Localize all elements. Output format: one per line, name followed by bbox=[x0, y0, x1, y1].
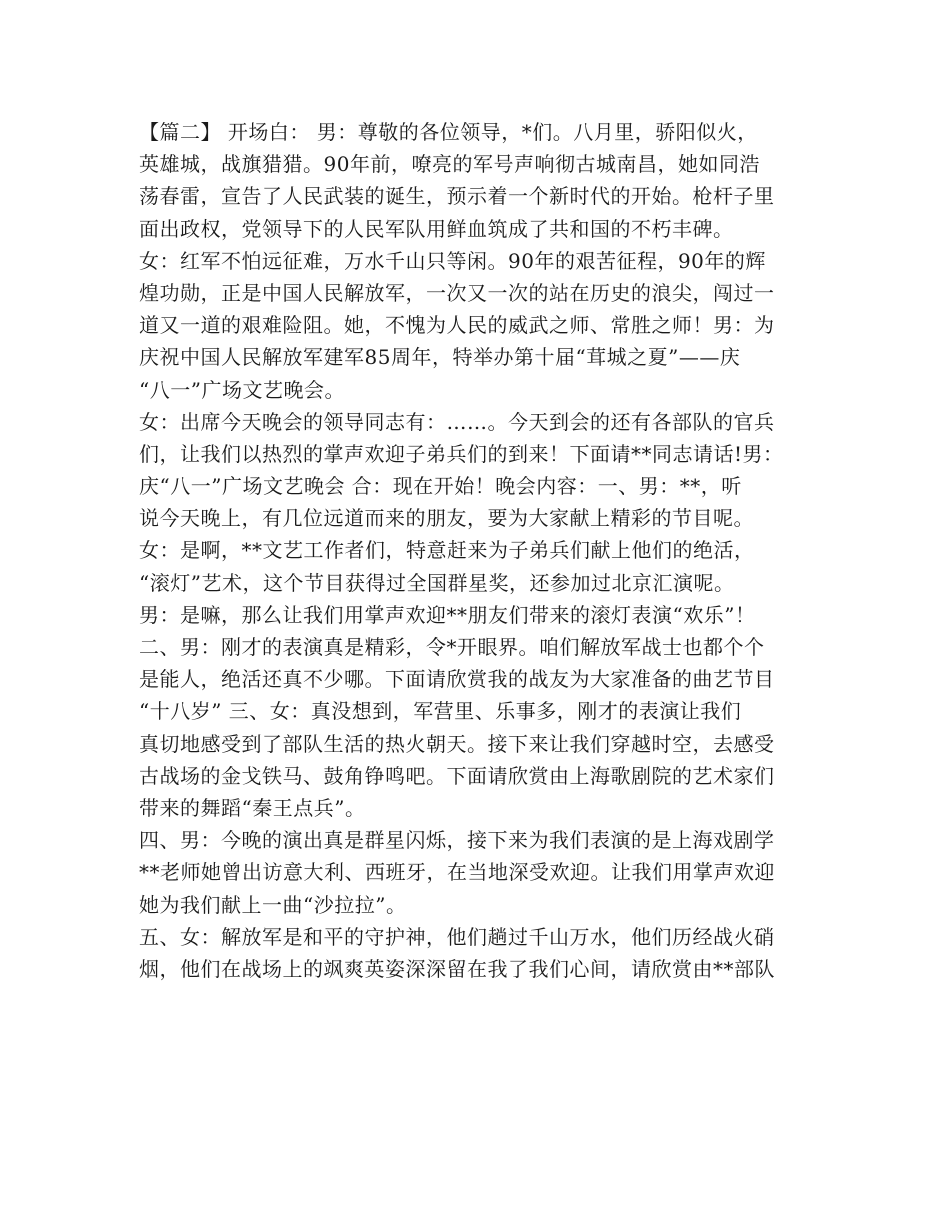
text-line: “十八岁” 三、女：真没想到，军营里、乐事多，刚才的表演让我们 bbox=[139, 699, 742, 724]
text-line: 二、男：刚才的表演真是精彩，令*开眼界。咱们解放军战士也都个个 bbox=[139, 635, 765, 659]
text-line: 煌功勋，正是中国人民解放军，一次又一次的站在历史的浪尖，闯过一 bbox=[139, 280, 775, 305]
text-line: 古战场的金戈铁马、鼓角铮鸣吧。下面请欣赏由上海歌剧院的艺术家们 bbox=[139, 763, 775, 788]
text-line: 女：是啊，**文艺工作者们，特意赶来为子弟兵们献上他们的绝活， bbox=[139, 538, 755, 563]
document-body bbox=[139, 116, 819, 985]
text-line: 庆祝中国人民解放军建军85周年，特举办第十届“茸城之夏”——庆 bbox=[139, 345, 741, 370]
text-line: 女：红军不怕远征难，万水千山只等闲。90年的艰苦征程，90年的辉 bbox=[139, 248, 766, 273]
text-line: “八一”广场文艺晚会。 bbox=[139, 377, 345, 402]
text-line: **老师她曾出访意大利、西班牙，在当地深受欢迎。让我们用掌声欢迎 bbox=[139, 860, 775, 885]
text-line: 说今天晚上，有几位远道而来的朋友，要为大家献上精彩的节目呢。 bbox=[139, 506, 754, 531]
text-line: 英雄城，战旗猎猎。90年前，嘹亮的军号声响彻古城南昌，她如同浩 bbox=[139, 152, 760, 177]
text-line: 们，让我们以热烈的掌声欢迎子弟兵们的到来！下面请**同志请话!男： bbox=[139, 441, 784, 466]
text-line: 是能人，绝活还真不少哪。下面请欣赏我的战友为大家准备的曲艺节目 bbox=[139, 667, 775, 692]
text-line: 她为我们献上一曲“沙拉拉”。 bbox=[139, 892, 407, 917]
text-line: 带来的舞蹈“秦王点兵”。 bbox=[139, 795, 366, 820]
text-line: 女：出席今天晚会的领导同志有：……。今天到会的还有各部队的官兵 bbox=[139, 409, 775, 434]
text-line: 庆“八一”广场文艺晚会 合：现在开始！晚会内容：一、男：**，听 bbox=[139, 474, 742, 499]
text-line: 荡春雷，宣告了人民武装的诞生，预示着一个新时代的开始。枪杆子里 bbox=[139, 184, 775, 209]
text-line: 五、女：解放军是和平的守护神，他们趟过千山万水，他们历经战火硝 bbox=[139, 924, 775, 949]
text-line: 烟，他们在战场上的飒爽英姿深深留在我了我们心间，请欣赏由**部队 bbox=[139, 956, 775, 981]
text-line: 男：是嘛，那么让我们用掌声欢迎**朋友们带来的滚灯表演“欢乐”！ bbox=[139, 602, 756, 627]
text-line: 道又一道的艰难险阻。她，不愧为人民的威武之师、常胜之师！男：为 bbox=[139, 313, 775, 338]
text-line: 真切地感受到了部队生活的热火朝天。接下来让我们穿越时空，去感受 bbox=[139, 731, 775, 756]
text-line: 四、男：今晚的演出真是群星闪烁，接下来为我们表演的是上海戏剧学 bbox=[139, 828, 775, 853]
text-line: 面出政权，党领导下的人民军队用鲜血筑成了共和国的不朽丰碑。 bbox=[139, 216, 734, 241]
text-line: “滚灯”艺术，这个节目获得过全国群星奖，还参加过北京汇演呢。 bbox=[139, 570, 735, 595]
text-line: 【篇二】 开场白： 男：尊敬的各位领导，*们。八月里，骄阳似火， bbox=[139, 120, 758, 144]
